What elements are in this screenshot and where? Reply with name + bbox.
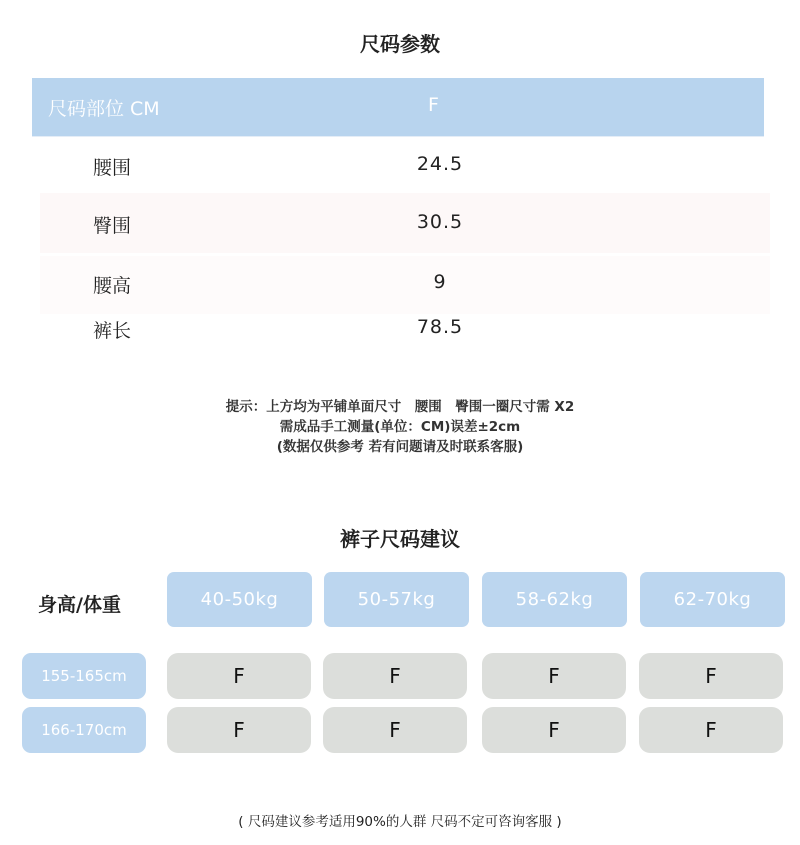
row-value: 78.5 [416, 316, 464, 338]
size-cell: F [482, 707, 626, 753]
row-label: 腰高 [93, 275, 132, 297]
row-value: 9 [433, 271, 447, 293]
recommendation-title: 裤子尺码建议 [340, 527, 460, 551]
row-label: 腰围 [93, 157, 132, 179]
row-label: 臀围 [93, 215, 132, 237]
height-label: 166-170cm [22, 707, 146, 753]
header-label: 尺码部位 CM [48, 98, 160, 120]
size-cell: F [167, 653, 311, 699]
weight-header: 40-50kg [167, 572, 312, 627]
note-line: (数据仅供参考 若有问题请及时联系客服) [276, 439, 524, 455]
note-line: 需成品手工测量(单位：CM)误差±2cm [279, 419, 521, 435]
weight-header: 58-62kg [482, 572, 627, 627]
weight-header: 50-57kg [324, 572, 469, 627]
footer-note: ( 尺码建议参考适用90%的人群 尺码不定可咨询客服 ) [238, 814, 562, 830]
size-cell: F [323, 707, 467, 753]
weight-header: 62-70kg [640, 572, 785, 627]
size-table-title: 尺码参数 [360, 32, 440, 56]
header-size: F [428, 94, 439, 116]
size-cell: F [323, 653, 467, 699]
size-cell: F [482, 653, 626, 699]
height-label: 155-165cm [22, 653, 146, 699]
row-label: 裤长 [93, 320, 132, 342]
size-table-header [32, 78, 764, 137]
note-line: 提示：上方均为平铺单面尺寸 腰围 臀围一圈尺寸需 X2 [225, 399, 575, 415]
row-value: 30.5 [416, 211, 464, 233]
height-weight-label: 身高/体重 [38, 594, 121, 616]
size-cell: F [639, 707, 783, 753]
size-cell: F [639, 653, 783, 699]
row-value: 24.5 [416, 153, 464, 175]
size-cell: F [167, 707, 311, 753]
